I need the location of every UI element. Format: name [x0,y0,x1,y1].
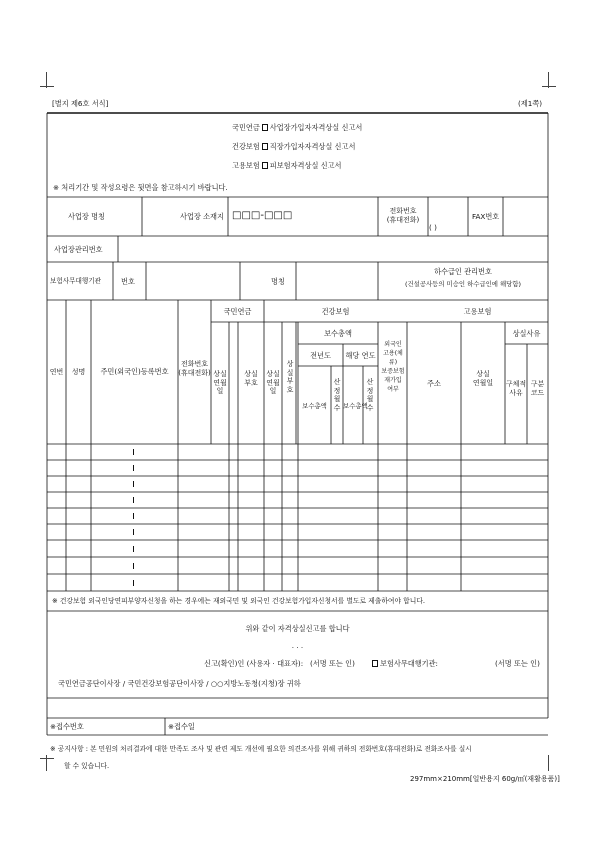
table-row[interactable] [47,460,548,476]
column-reason-detail: 구체적 사유 [505,380,527,397]
resident-no-dash [133,497,134,503]
column-prev-year: 전년도 [310,351,331,360]
agency-sign[interactable]: (서명 또는 인) [495,659,540,668]
business-mgmt-no-label: 사업장관리번호 [54,245,103,254]
column-name: 성명 [71,368,86,376]
subcontract-label: 하수급인 관리번호 [434,267,492,276]
column-phone: 전화번호 (휴대전화) [178,360,211,377]
title-line-health-insurance: 건강보험 직장가입자자격상실 신고서 [232,142,356,151]
resident-no-dash [133,465,134,471]
business-phone-label: 전화번호 (휴대전화) [386,207,420,224]
table-row[interactable] [47,574,548,591]
column-seq: 연번 [49,368,64,376]
business-address-label: 사업장 소재지 [180,212,224,221]
agency-name-field[interactable] [297,263,377,299]
column-months-prev: 산정월수 [333,378,341,412]
receipt-date-label: ※접수일 [168,722,195,731]
table-row[interactable] [47,508,548,524]
business-mgmt-no-field[interactable] [119,237,547,261]
column-national-pension: 국민연금 [223,307,252,316]
processing-note: ※ 처리기간 및 작성요령은 뒷면을 참고하시기 바랍니다. [53,183,228,192]
table-row[interactable] [47,557,548,574]
table-row[interactable] [47,476,548,492]
column-loss-reason: 상실사유 [512,329,541,338]
column-reason-code: 구분 코드 [530,380,545,397]
column-months-this: 산정월수 [366,378,374,412]
column-total-pay-this: 보수총액 [343,402,368,410]
resident-no-dash [133,580,134,586]
agency-name-label: 명칭 [271,277,285,286]
column-this-year: 해당 연도 [345,351,376,360]
page-number: (제1쪽) [518,99,543,108]
table-row[interactable] [47,540,548,557]
column-np-loss-code: 상실 부호 [244,370,258,387]
table-row[interactable] [47,492,548,508]
column-address: 주소 [427,379,441,388]
form-number: [별지 제6호 서식] [52,99,109,108]
reporter-sign[interactable]: (서명 또는 인) [310,659,355,668]
declaration-date[interactable]: . . . [291,641,304,650]
column-foreigner-guarantee: 외국인 고용(체류) 보증보험 재가입 여부 [381,341,405,393]
checkbox-icon[interactable] [262,143,268,150]
column-resident-no: 주민(외국인)등록번호 [100,367,169,376]
column-health-insurance: 건강보험 [321,307,350,316]
checkbox-icon[interactable] [262,162,268,169]
column-remuneration: 보수총액 [324,329,352,338]
notice-text-cont: 할 수 있습니다. [64,762,110,770]
business-phone-field[interactable]: ( ) [429,223,437,232]
footnote: ※ 건강보험 외국인당연피부양자신청을 하는 경우에는 재외국민 및 외국인 건강보험가입자신청서를 별도로 제출하여야 합니다. [52,597,426,605]
column-ei-loss-date: 상실 연월일 [472,370,494,387]
resident-no-dash [133,529,134,535]
recipients: 국민연금공단이사장 / 국민건강보험공단이사장 / ○○지방노동청(지청)장 귀하 [58,679,301,688]
receipt-number-label: ※접수번호 [50,722,84,731]
agency-number-label: 번호 [121,277,135,286]
title-line-employment-insurance: 고용보험 피보험자격상실 신고서 [232,161,342,170]
agency-sign-label: 보험사무대행기관: [370,660,438,667]
business-address-postcode[interactable]: □□□-□□□ [232,210,293,221]
checkbox-icon[interactable] [372,660,378,667]
notice-text: ※ 공지사항 : 본 민원의 처리결과에 대한 만족도 조사 및 관련 제도 개선에 필요한 의견조사를 위해 귀하의 전화번호(휴대전화)로 전화조사를 실시 [50,745,472,753]
resident-no-dash [133,481,134,487]
paper-spec: 297mm×210mm[일반용지 60g/㎡(재활용품)] [410,775,560,783]
agency-number-field[interactable] [147,263,239,299]
column-employment-insurance: 고용보험 [463,307,492,316]
resident-no-dash [133,546,134,552]
business-name-label: 사업장 명칭 [68,212,106,221]
column-hi-loss-code: 상실 부호 [286,360,294,394]
subcontract-note: (건설공사등의 미승인 하수급인에 해당함) [404,280,522,288]
resident-no-dash [133,449,134,455]
resident-no-dash [133,563,134,569]
column-np-loss-date: 상실 연월일 [213,370,227,396]
column-total-pay-prev: 보수총액 [302,402,327,410]
fax-label: FAX번호 [472,212,500,221]
reporter-label: 신고(확인)인 (사용자 · 대표자): [204,659,304,668]
checkbox-icon[interactable] [262,124,268,131]
title-line-national-pension: 국민연금 사업장가입자자격상실 신고서 [232,123,363,132]
resident-no-dash [133,513,134,519]
table-row[interactable] [47,524,548,540]
declaration-statement: 위와 같이 자격상실신고를 합니다 [245,624,350,633]
table-row[interactable] [47,444,548,460]
fax-field[interactable] [504,198,547,235]
agency-label: 보험사무대행기관 [50,277,101,285]
column-hi-loss-date: 상실 연월일 [266,370,280,396]
